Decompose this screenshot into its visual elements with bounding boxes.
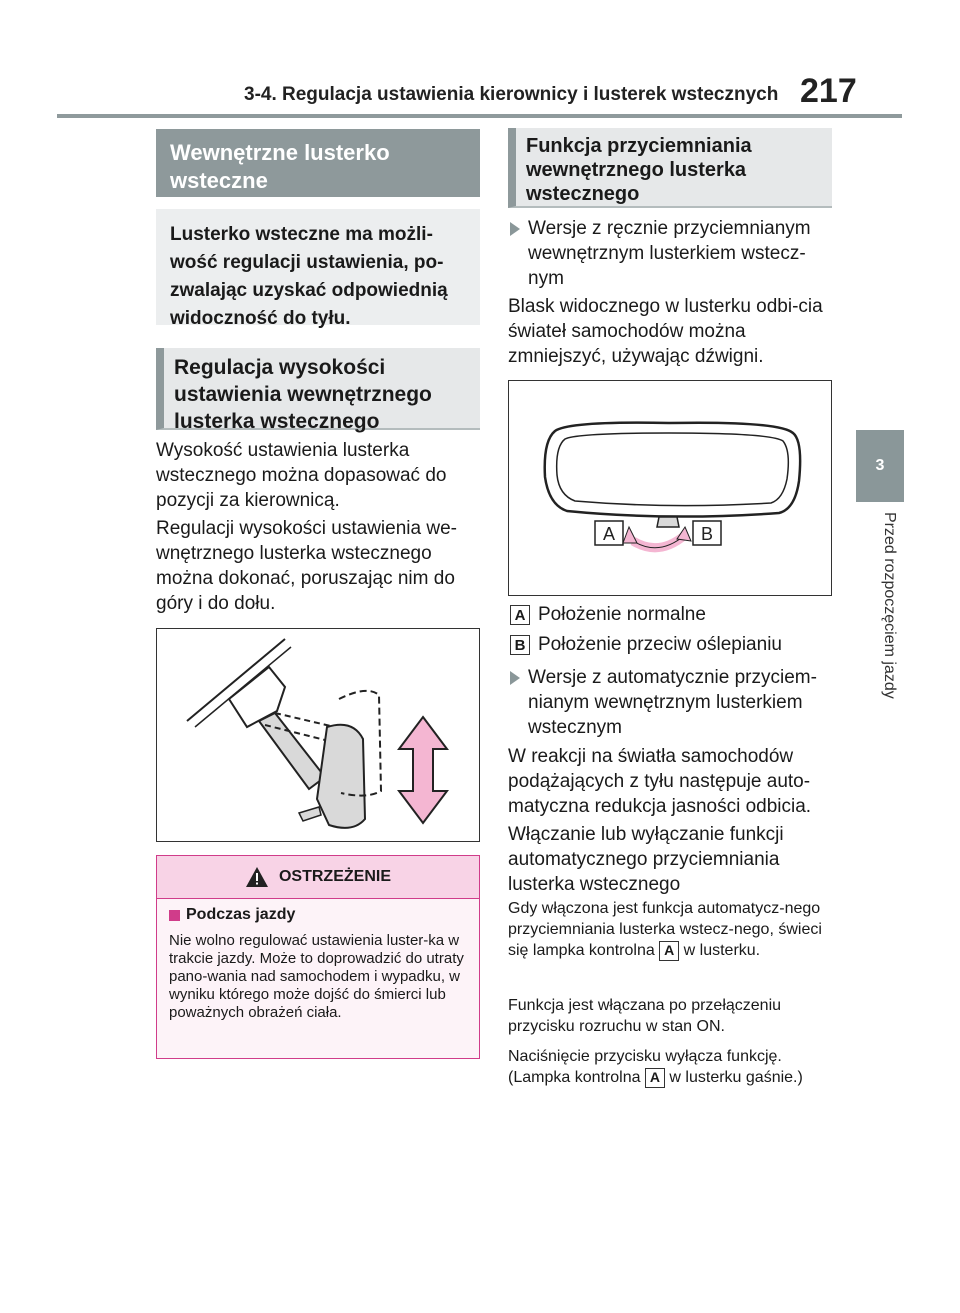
key-badge-a: A xyxy=(510,605,530,625)
note-indicator-on-text-end: w lusterku. xyxy=(683,942,761,959)
lead-box: Lusterko wsteczne ma możli-wość regulacji ustawienia, po-zwalając uzyskać odpowiednią widoczność do tyłu. xyxy=(156,209,480,325)
figure-label-b: B xyxy=(700,524,714,544)
bullet-auto-version xyxy=(510,665,830,740)
mirror-height-illustration xyxy=(157,629,478,840)
key-text-a: Położenie normalne xyxy=(538,604,706,625)
note-indicator-on xyxy=(508,898,828,961)
key-badge-b: B xyxy=(510,635,530,655)
header-rule xyxy=(57,114,902,118)
paragraph-toggle: Włączanie lub wyłączanie funkcji automatycznego przyciemniania lusterka wstecznego xyxy=(508,824,784,895)
warning-subtitle-row xyxy=(169,906,295,924)
note-indicator-off xyxy=(508,1046,828,1088)
section-title-right: Funkcja przyciemniania wewnętrznego lusterka wstecznego xyxy=(508,128,832,208)
note-indicator-off-text-end: w lusterku gaśnie.) xyxy=(669,1069,803,1086)
paragraph-manual: Blask widocznego w lusterku odbi-cia świateł samochodów można zmniejszyć, używając dźwigni. xyxy=(508,296,823,367)
curved-arrow-icon xyxy=(633,535,685,548)
warning-text: Nie wolno regulować ustawienia luster-ka w trakcie jazdy. Może to doprowadzić do utraty pano-wania nad samochodem i wypadku, w wyniku którego może dojść do śmierci lub poważnych obrażeń ciała. xyxy=(169,932,464,1021)
page-number: 217 xyxy=(800,72,857,110)
note-indicator-off-text: Naciśnięcie przycisku wyłącza funkcję. (Lampka kontrolna xyxy=(508,1048,782,1086)
bullet-arrow-icon xyxy=(510,671,520,685)
mirror-dimmer-illustration xyxy=(509,381,830,594)
warning-header xyxy=(157,856,479,899)
inline-badge-a: A xyxy=(659,941,679,961)
subsection-title-height: Regulacja wysokości ustawienia wewnętrznego lusterka wstecznego xyxy=(156,348,480,430)
figure-mirror-dimmer xyxy=(508,380,832,596)
note-indicator-on-text: Gdy włączona jest funkcja automatycz-nego przyciemniania lusterka wstecz-nego, świeci się lampka kontrolna xyxy=(508,900,822,959)
paragraph-auto: W reakcji na światła samochodów podążających z tyłu następuje auto-matyczna redukcja jasności odbicia. xyxy=(508,746,812,817)
paragraph-height-1: Wysokość ustawienia lusterka wstecznego można dopasować do pozycji za kierownicą. xyxy=(156,440,447,511)
warning-triangle-icon xyxy=(245,866,269,888)
bullet-auto-text: Wersje z automatycznie przyciem-nianym wewnętrznym lusterkiem wstecznym xyxy=(528,667,817,738)
warning-box xyxy=(156,855,480,1059)
bullet-manual-text: Wersje z ręcznie przyciemnianym wewnętrznym lusterkiem wstecz-nym xyxy=(528,218,811,289)
section-title-left: Wewnętrzne lusterko wsteczne xyxy=(156,129,480,197)
bullet-manual-version xyxy=(510,216,830,291)
key-item-a xyxy=(510,604,706,626)
figure-label-a: A xyxy=(602,524,616,544)
note-start-button: Funkcja jest włączana po przełączeniu przycisku rozruchu w stan ON. xyxy=(508,997,782,1035)
up-down-arrow-icon xyxy=(399,717,447,823)
inline-badge-a-2: A xyxy=(645,1068,665,1088)
key-text-b: Położenie przeciw oślepianiu xyxy=(538,634,782,655)
key-item-b xyxy=(510,634,782,656)
header-title: 3-4. Regulacja ustawienia kierownicy i lusterek wstecznych xyxy=(244,84,779,105)
chapter-label: Przed rozpoczęciem jazdy xyxy=(881,512,898,699)
chapter-tab xyxy=(856,430,904,502)
bullet-arrow-icon xyxy=(510,222,520,236)
square-bullet-icon xyxy=(169,910,180,921)
warning-title: OSTRZEŻENIE xyxy=(278,868,391,885)
warning-subtitle: Podczas jazdy xyxy=(186,906,296,923)
figure-mirror-height xyxy=(156,628,480,842)
chapter-number: 3 xyxy=(875,457,885,474)
paragraph-height-2: Regulacji wysokości ustawienia we-wnętrznego lusterka wstecznego można dokonać, poruszając nim do góry i do dołu. xyxy=(156,518,457,614)
